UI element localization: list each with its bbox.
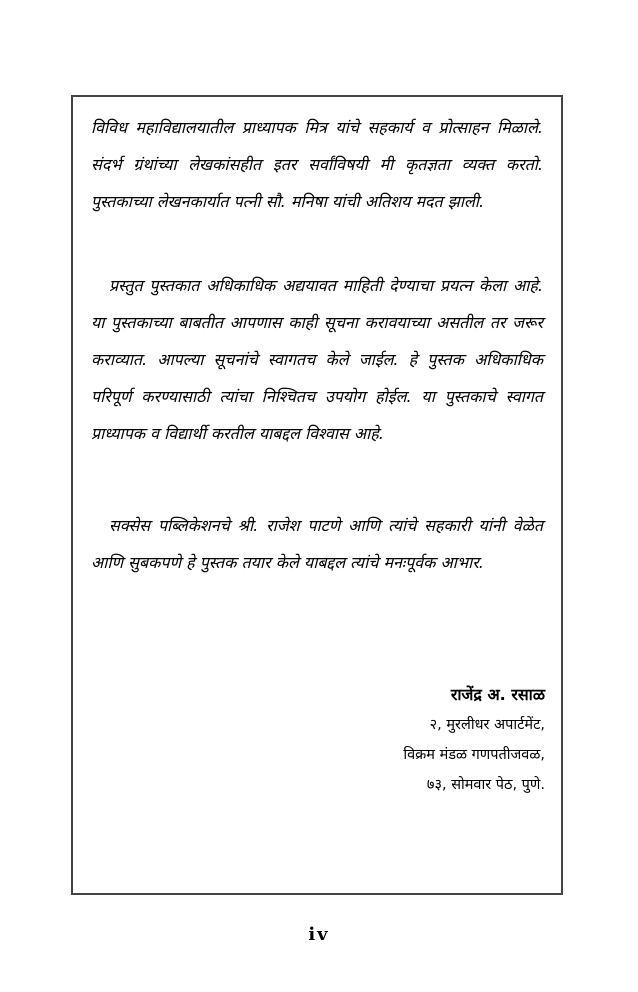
address-line-3: ७३, सोमवार पेठ, पुणे. [426, 777, 545, 793]
content-frame [71, 95, 563, 895]
address-line-1: २, मुरलीधर अपार्टमेंट, [429, 717, 545, 733]
address-line-2: विक्रम मंडळ गणपतीजवळ, [403, 747, 545, 763]
paragraph-publisher-thanks: सक्सेस पब्लिकेशनचे श्री. राजेश पाटणे आणि त्यांचे सहकारी यांनी वेळेत आणि सुबकपणे हे पुस्तक तयार केले याबद्दल त्यांचे मनःपूर्वक आभार. [91, 516, 543, 572]
page-number: iv [308, 924, 330, 945]
paragraph-book-purpose: प्रस्तुत पुस्तकात अधिकाधिक अद्ययावत माहिती देण्याचा प्रयत्न केला आहे. या पुस्तकाच्या बाबतीत आपणास काही सूचना करावयाच्या असतील तर जरूर कराव्यात. आपल्या सूचनांचे स्वागतच केले जाईल. हे पुस्तक अधिकाधिक परिपूर्ण करण्यासाठी त्यांचा निश्चितच उपयोग होईल. या पुस्तकाचे स्वागत प्राध्यापक व विद्यार्थी करतील याबद्दल विश्वास आहे. [91, 276, 543, 443]
author-signature-block [403, 680, 545, 800]
author-name: राजेंद्र अ. रसाळ [450, 685, 545, 704]
paragraph-acknowledgement-colleagues: विविध महाविद्यालयातील प्राध्यापक मित्र यांचे सहकार्य व प्रोत्साहन मिळाले. संदर्भ ग्रंथांच्या लेखकांसहीत इतर सर्वांविषयी मी कृतज्ञता व्यक्त करतो. पुस्तकाच्या लेखनकार्यात पत्नी सौ. मनिषा यांची अतिशय मदत झाली. [91, 118, 543, 211]
